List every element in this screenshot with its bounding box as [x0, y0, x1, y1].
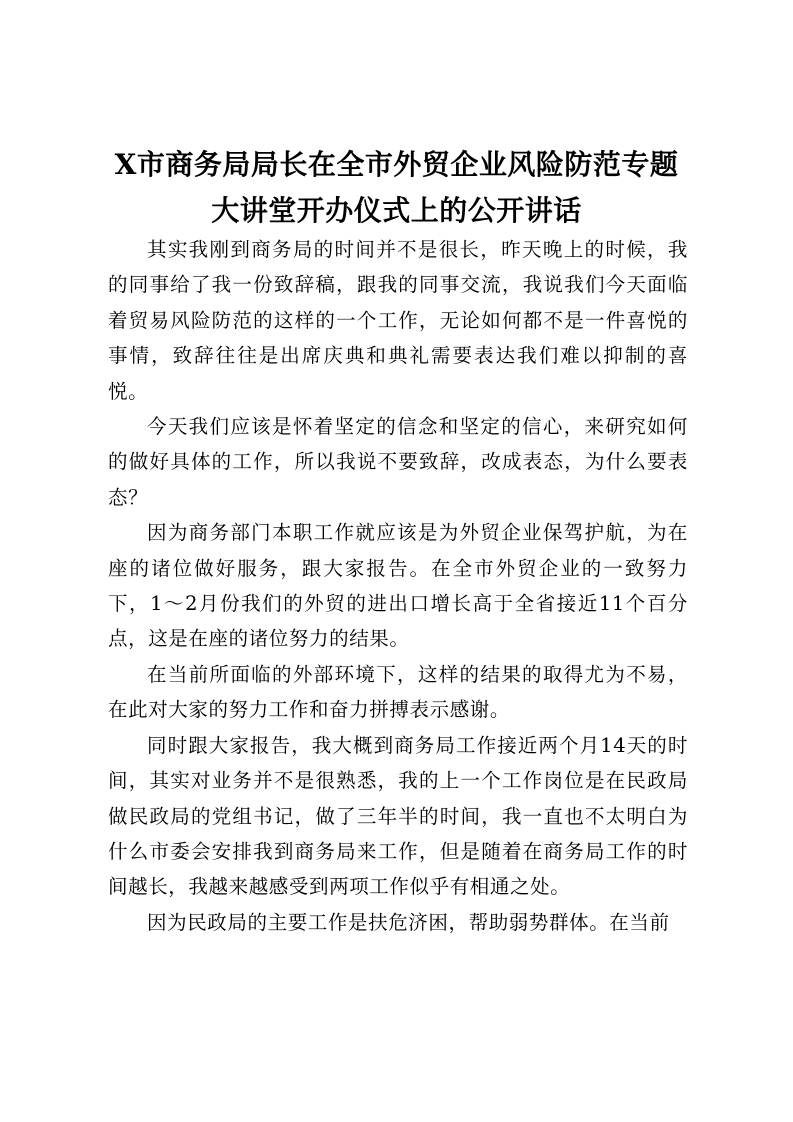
document-body — [108, 232, 688, 940]
paragraph-2: 今天我们应该是怀着坚定的信念和坚定的信心，来研究如何的做好具体的工作，所以我说不要致辞，改成表态，为什么要表态？ — [108, 415, 688, 509]
document-title-line-2: 大讲堂开办仪式上的公开讲话 — [211, 194, 582, 227]
document-title — [100, 142, 693, 234]
paragraph-4: 在当前所面临的外部环境下，这样的结果的取得尤为不易，在此对大家的努力工作和奋力拼搏表示感谢。 — [108, 662, 688, 722]
paragraph-5: 同时跟大家报告，我大概到商务局工作接近两个月14天的时间，其实对业务并不是很熟悉，我的上一个工作岗位是在民政局做民政局的党组书记，做了三年半的时间，我一直也不太明白为什么市委会安排我到商务局来工作，但是随着在商务局工作的时间越长，我越来越感受到两项工作似乎有相通之处。 — [108, 733, 688, 899]
document-title-line-1: X市商务局局长在全市外贸企业风险防范专题 — [114, 148, 679, 181]
paragraph-3: 因为商务部门本职工作就应该是为外贸企业保驾护航，为在座的诸位做好服务，跟大家报告。在全市外贸企业的一致努力下，1～2月份我们的外贸的进出口增长高于全省接近11个百分点，这是在座的诸位努力的结果。 — [108, 521, 688, 651]
paragraph-6: 因为民政局的主要工作是扶危济困，帮助弱势群体。在当前 — [147, 910, 670, 934]
paragraph-1: 其实我刚到商务局的时间并不是很长，昨天晚上的时候，我的同事给了我一份致辞稿，跟我的同事交流，我说我们今天面临着贸易风险防范的这样的一个工作，无论如何都不是一件喜悦的事情，致辞往往是出席庆典和典礼需要表达我们难以抑制的喜悦。 — [108, 238, 688, 403]
